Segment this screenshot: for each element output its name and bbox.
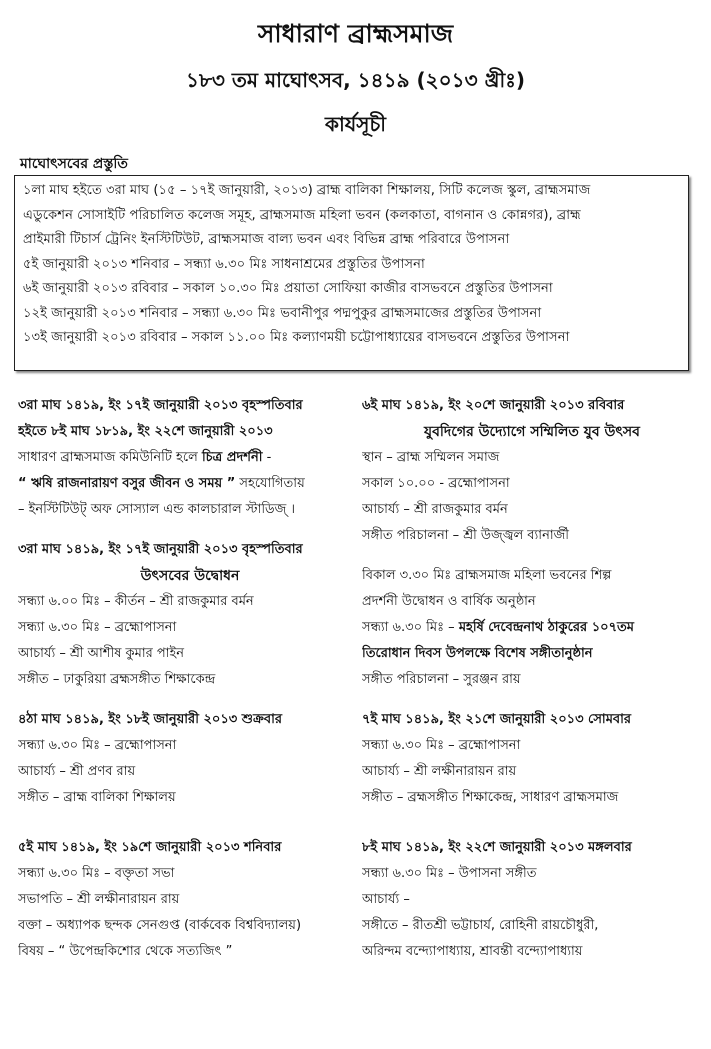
- schedule-date-line: ৩রা মাঘ ১৪১৯, ইং ১৭ই জানুয়ারী ২০১৩ বৃহস্পতিবার: [18, 398, 303, 413]
- schedule-date-line: হইতে ৮ই মাঘ ১৮১৯, ইং ২২শে জানুয়ারী ২০১৩: [18, 424, 273, 439]
- preparation-box: [14, 175, 689, 371]
- preparation-line: ১লা মাঘ হইতে ৩রা মাঘ (১৫ – ১৭ই জানুয়ারী, ২০১৩) ব্রাহ্ম বালিকা শিক্ষালয়, সিটি কলেজ স্কুল, ব্রাহ্মসমাজ: [23, 183, 591, 198]
- day-8-block: [362, 835, 702, 965]
- schedule-date-line: ৩রা মাঘ ১৪১৯, ইং ১৭ই জানুয়ারী ২০১৩ বৃহস্পতিবার: [18, 542, 303, 557]
- schedule-line: প্রদর্শনী উদ্বোধন ও বার্ষিক অনুষ্ঠান: [362, 594, 536, 609]
- schedule-line: – ইনস্টিটিউট্‌ অফ সোস্যাল এন্ড কালচারাল স্টাডিজ্‌ ।: [18, 502, 296, 517]
- commemoration-line: তিরোধান দিবস উপলক্ষে বিশেষ সঙ্গীতানুষ্ঠান: [362, 646, 593, 661]
- event-heading: উৎসবের উদ্বোধন: [140, 568, 240, 584]
- schedule-line: সন্ধ্যা ৬.০০ মিঃ – কীর্তন – শ্রী রাজকুমার বর্মন: [18, 594, 254, 609]
- schedule-line: সঙ্গীতে – রীতশ্রী ভট্টাচার্য, রোহিনী রায়চৌধুরী,: [362, 918, 599, 933]
- schedule-line: [362, 615, 702, 641]
- schedule-line: আচার্য্য – শ্রী রাজকুমার বর্মন: [362, 502, 508, 517]
- preparation-line: এডুকেশন সোসাইটি পরিচালিত কলেজ সমূহ, ব্রাহ্মসমাজ মহিলা ভবন (কলকাতা, বাগনান ও কোন্নগর), ব্রাহ্ম: [23, 207, 581, 223]
- schedule-line: সন্ধ্যা ৬.৩০ মিঃ – ব্রহ্মোপাসনা: [18, 620, 177, 635]
- exhibition-label: চিত্র প্রদর্শনী: [201, 450, 263, 465]
- preparation-heading: মাঘোৎসবের প্রস্তুতি: [20, 156, 128, 172]
- commemoration-title: মহর্ষি দেবেন্দ্রনাথ ঠাকুরের ১০৭তম: [458, 620, 635, 635]
- schedule-text: সাধারণ ব্রাহ্মসমাজ কমিউনিটি হলে: [18, 450, 202, 465]
- schedule-date-line: ৬ই মাঘ ১৪১৯, ইং ২০শে জানুয়ারী ২০১৩ রবিবার: [362, 398, 625, 413]
- day-5-block: [18, 835, 362, 965]
- schedule-line: সভাপতি – শ্রী লক্ষীনারায়ন রায়: [18, 892, 180, 907]
- schedule-line: আচার্য্য –: [362, 892, 410, 907]
- exhibition-block: [18, 393, 362, 523]
- right-column: [362, 393, 702, 965]
- schedule-text: -: [262, 450, 272, 465]
- schedule-line: বক্তা – অধ্যাপক ছন্দক সেনগুপ্ত (বার্কবেক বিশ্ববিদ্যালয়): [18, 918, 302, 933]
- program-heading: কার্যসূচী: [324, 112, 387, 136]
- schedule-line: সন্ধ্যা ৬.৩০ মিঃ – ব্রহ্মোপাসনা: [362, 738, 521, 753]
- schedule-line: সঙ্গীত – ব্রাহ্ম বালিকা শিক্ষালয়: [18, 790, 176, 805]
- schedule-line: আচার্য্য – শ্রী আশীষ কুমার পাইন: [18, 646, 184, 661]
- schedule-line: স্থান – ব্রাহ্ম সম্মিলন সমাজ: [362, 450, 500, 465]
- schedule-line: অরিন্দম বন্দ্যোপাধ্যায়, শ্রাবন্তী বন্দ্যোপাধ্যায়: [362, 944, 583, 959]
- preparation-line: প্রাইমারী টিচার্স ট্রেনিং ইনস্টিটিউট, ব্রাহ্মসমাজ বাল্য ভবন এবং বিভিন্ন ব্রাহ্ম পরিবারে উপাসনা: [23, 232, 510, 247]
- schedule-line: আচার্য্য – শ্রী প্রণব রায়: [18, 764, 136, 779]
- day-7-block: [362, 707, 702, 811]
- preparation-line: ১২ই জানুয়ারী ২০১৩ শনিবার – সন্ধ্যা ৬.৩০ মিঃ ভবানীপুর পদ্মপুকুর ব্রাহ্মসমাজের প্রস্তুতির উপাসনা: [23, 305, 542, 321]
- schedule-line: সন্ধ্যা ৬.৩০ মিঃ – উপাসনা সঙ্গীত: [362, 866, 537, 881]
- inauguration-block: [18, 537, 362, 693]
- preparation-line: ১৩ই জানুয়ারী ২০১৩ রবিবার – সকাল ১১.০০ মিঃ কল্যাণময়ী চট্টোপাধ্যায়ের বাসভবনে প্রস্তুতির উপাসনা: [23, 330, 570, 345]
- schedule-line: সঙ্গীত পরিচালনা – শ্রী উজ্জ্বল ব্যানার্জী: [362, 528, 569, 543]
- schedule-text: সন্ধ্যা ৬.৩০ মিঃ –: [362, 620, 459, 635]
- schedule-line: সঙ্গীত – ব্রহ্মসঙ্গীত শিক্ষাকেন্দ্র, সাধারণ ব্রাহ্মসমাজ: [362, 790, 619, 805]
- afternoon-block: [362, 563, 702, 693]
- schedule-date-line: ৫ই মাঘ ১৪১৯, ইং ১৯শে জানুয়ারী ২০১৩ শনিবার: [18, 840, 282, 855]
- schedule-date-line: ৮ই মাঘ ১৪১৯, ইং ২২শে জানুয়ারী ২০১৩ মঙ্গলবার: [362, 840, 632, 855]
- festival-subtitle: ১৮৩ তম মাঘোৎসব, ১৪১৯ (২০১৩ খ্রীঃ): [185, 68, 526, 92]
- schedule-line: বিকাল ৩.৩০ মিঃ ব্রাহ্মসমাজ মহিলা ভবনের শিল্প: [362, 568, 612, 583]
- schedule-line: সঙ্গীত – ঢাকুরিয়া ব্রহ্মসঙ্গীত শিক্ষাকেন্দ্র: [18, 672, 216, 687]
- youth-festival-block: [362, 393, 702, 549]
- preparation-line: ৬ই জানুয়ারী ২০১৩ রবিবার – সকাল ১০.৩০ মিঃ প্রয়াতা সোফিয়া কাজীর বাসভবনে প্রস্তুতির উপাসনা: [23, 281, 553, 296]
- schedule-line: [18, 471, 362, 497]
- schedule-text: সহযোগিতায়: [235, 476, 305, 491]
- schedule-date-line: ৭ই মাঘ ১৪১৯, ইং ২১শে জানুয়ারী ২০১৩ সোমবার: [362, 712, 632, 727]
- preparation-line: ৫ই জানুয়ারী ২০১৩ শনিবার – সন্ধ্যা ৬.৩০ মিঃ সাধনাশ্রমের প্রস্তুতির উপাসনা: [23, 256, 425, 272]
- schedule-line: সঙ্গীত পরিচালনা – সুরঞ্জন রায়: [362, 672, 521, 687]
- left-column: [18, 393, 362, 965]
- page-title: সাধারাণ ব্রাহ্মসমাজ: [257, 19, 454, 48]
- schedule-line: সন্ধ্যা ৬.৩০ মিঃ – ব্রহ্মোপাসনা: [18, 738, 177, 753]
- schedule-date-line: ৪ঠা মাঘ ১৪১৯, ইং ১৮ই জানুয়ারী ২০১৩ শুক্রবার: [18, 712, 282, 727]
- schedule-line: বিষয় – “ উপেন্দ্রকিশোর থেকে সত্যজিৎ ”: [18, 944, 233, 959]
- exhibition-title: “ ঋষি রাজনারায়ণ বসুর জীবন ও সময় ”: [18, 476, 236, 491]
- day-4-block: [18, 707, 362, 811]
- schedule-line: সন্ধ্যা ৬.৩০ মিঃ – বক্তৃতা সভা: [18, 866, 175, 881]
- event-heading: যুবদিগের উদ্যোগে সম্মিলিত যুব উৎসব: [424, 424, 640, 440]
- schedule-line: সকাল ১০.০০ - ব্রহ্মোপাসনা: [362, 476, 510, 491]
- schedule-line: আচার্য্য – শ্রী লক্ষীনারায়ন রায়: [362, 764, 517, 779]
- schedule-line: [18, 445, 362, 471]
